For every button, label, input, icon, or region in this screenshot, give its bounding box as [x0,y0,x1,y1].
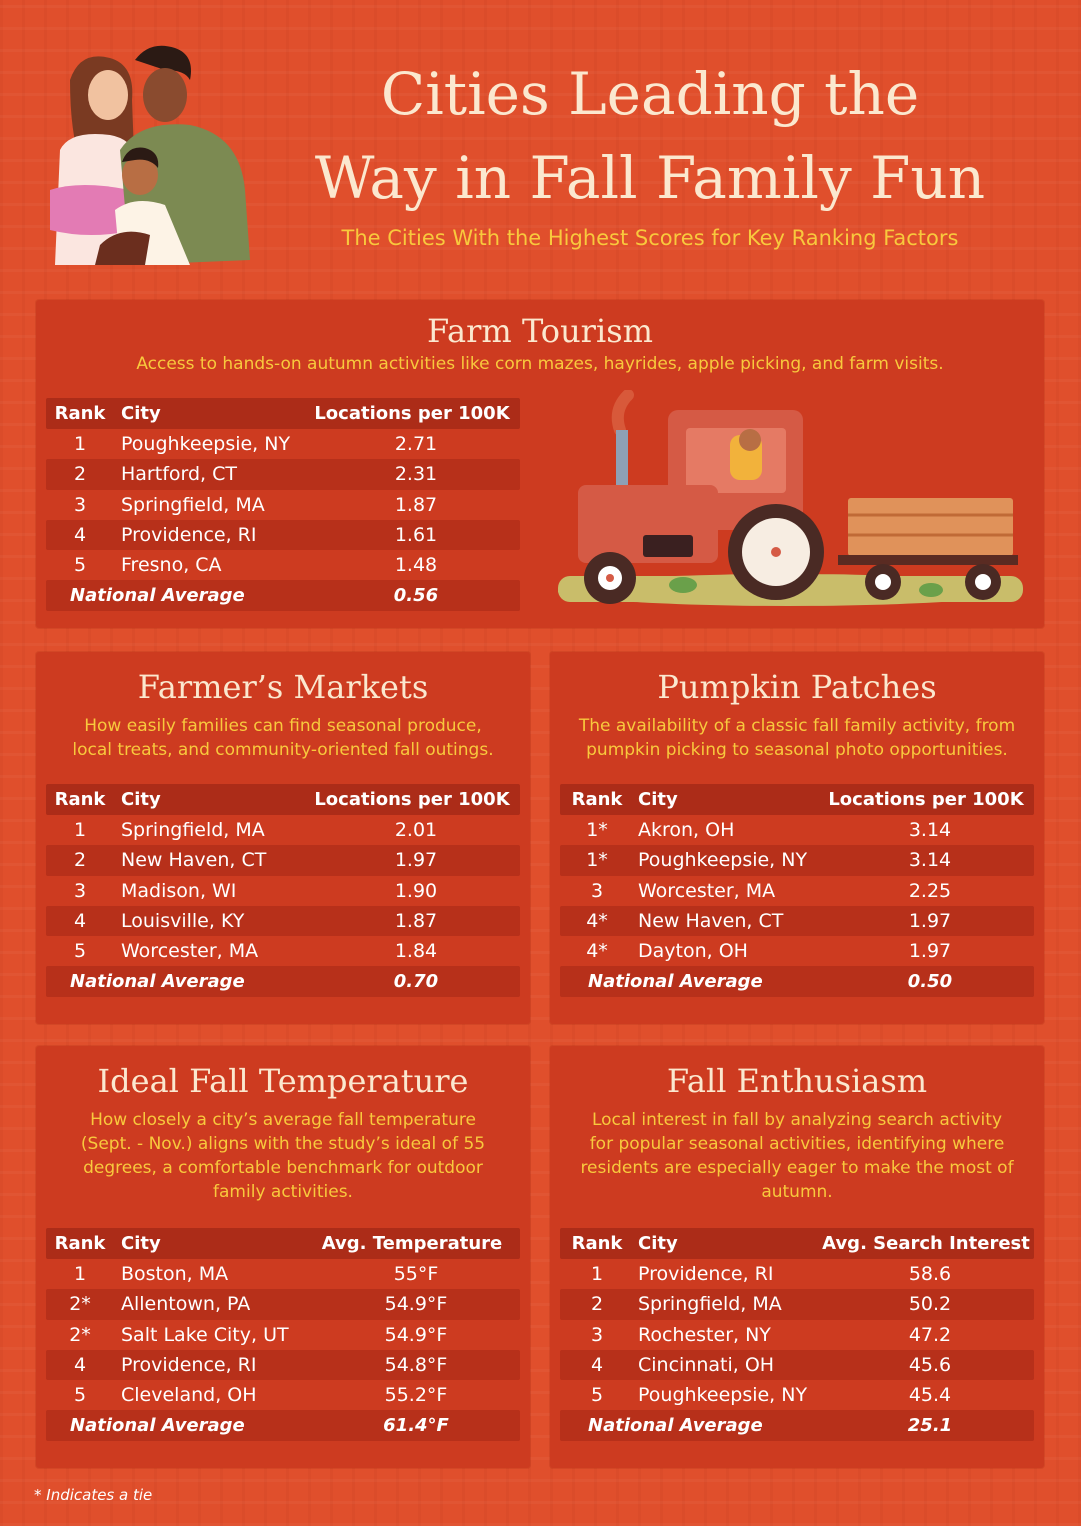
value: 3.14 [908,849,952,872]
rank: 2 [590,1293,604,1316]
tractor-illustration [558,390,1028,610]
footnote: * Indicates a tie [34,1486,153,1504]
table-row [560,1289,1034,1319]
rank: 5 [73,940,87,963]
col-city: City [121,789,161,810]
national-average-row [560,1410,1034,1440]
city: New Haven, CT [638,910,784,933]
rank: 3 [73,493,87,516]
city: Worcester, MA [121,940,259,963]
col-value: Avg. Search Interest [822,1233,1030,1254]
city: Poughkeepsie, NY [121,433,291,456]
table-row [560,1380,1034,1410]
card-description: How easily families can find seasonal produce, local treats, and community-oriented fall outings. [72,716,494,760]
rank: 4 [590,1354,604,1377]
value: 1.97 [908,940,952,963]
city: Poughkeepsie, NY [638,1384,808,1407]
average-label: National Average [70,585,245,607]
col-city: City [638,789,678,810]
city: Springfield, MA [638,1293,782,1316]
value: 47.2 [908,1323,952,1346]
value: 1.87 [394,493,438,516]
table-row [46,1350,520,1380]
rank: 1* [586,849,608,872]
card-description: The availability of a classic fall family activity, from pumpkin picking to seasonal photo opportunities. [578,716,1016,760]
value: 1.90 [394,879,438,902]
city: Allentown, PA [121,1293,251,1316]
table-header [46,398,520,429]
table-row [46,936,520,966]
value: 50.2 [908,1293,952,1316]
table-row [46,906,520,936]
table-header [560,784,1034,815]
table-row [560,1259,1034,1289]
table-row [46,550,520,580]
title-line-2: Way in Fall Family Fun [314,144,986,212]
city: Springfield, MA [121,493,265,516]
col-city: City [121,1233,161,1254]
table-row [46,815,520,845]
national-average-row [46,1410,520,1440]
rank: 4* [586,940,608,963]
average-value: 25.1 [907,1415,953,1437]
rank: 5 [73,554,87,577]
value: 45.6 [908,1354,952,1377]
ranking-table [46,784,520,997]
national-average-row [46,966,520,996]
card-title: Ideal Fall Temperature [97,1062,469,1100]
average-label: National Average [588,971,763,993]
table-header [560,1228,1034,1259]
city: Rochester, NY [638,1323,771,1346]
value: 1.48 [394,554,438,577]
city: Cleveland, OH [121,1384,257,1407]
city: Akron, OH [638,819,735,842]
col-value: Locations per 100K [314,789,510,810]
table-row [46,876,520,906]
value: 58.6 [908,1263,952,1286]
value: 2.25 [908,879,952,902]
city: Hartford, CT [121,463,237,486]
table-row [560,876,1034,906]
city: Louisville, KY [121,910,245,933]
rank: 3 [590,879,604,902]
value: 1.97 [908,910,952,933]
value: 2.71 [394,433,438,456]
city: New Haven, CT [121,849,267,872]
city: Providence, RI [121,524,257,547]
card-title: Fall Enthusiasm [666,1062,928,1100]
rank: 2 [73,849,87,872]
rank: 4 [73,524,87,547]
value: 45.4 [908,1384,952,1407]
average-value: 0.70 [393,971,439,993]
card-ideal-temperature [36,1046,530,1468]
table-row [560,906,1034,936]
table-row [46,1289,520,1319]
table-row [46,520,520,550]
header [0,0,1081,290]
rank: 1 [73,819,87,842]
table-header [46,1228,520,1259]
table-row [560,936,1034,966]
value: 1.87 [394,910,438,933]
col-rank: Rank [54,1233,106,1254]
card-description: Local interest in fall by analyzing search activity for popular seasonal activities, identifying where residents are especially eager to make the most of autumn. [580,1110,1014,1202]
card-description: How closely a city’s average fall temperature (Sept. - Nov.) aligns with the study’s ideal of 55 degrees, a comfortable benchmark for outdoor family activities. [80,1110,486,1202]
table-row [560,1320,1034,1350]
value: 54.8°F [384,1354,448,1377]
value: 54.9°F [384,1323,448,1346]
col-city: City [638,1233,678,1254]
value: 1.61 [394,524,438,547]
table-row [46,1320,520,1350]
col-rank: Rank [571,789,623,810]
rank: 1 [73,433,87,456]
city: Springfield, MA [121,819,265,842]
rank: 4* [586,910,608,933]
page-title [255,52,1045,220]
rank: 1 [590,1263,604,1286]
table-row [46,490,520,520]
value: 1.84 [394,940,438,963]
card-title: Pumpkin Patches [657,668,937,706]
value: 2.01 [394,819,438,842]
title-line-1: Cities Leading the [380,60,920,128]
ranking-table [560,1228,1034,1441]
rank: 5 [73,1384,87,1407]
rank: 5 [590,1384,604,1407]
average-value: 0.56 [393,585,439,607]
card-farmers-markets [36,652,530,1024]
value: 55°F [393,1263,439,1286]
card-title: Farm Tourism [427,312,653,350]
value: 1.97 [394,849,438,872]
table-header [46,784,520,815]
table-row [46,845,520,875]
family-illustration [40,40,255,270]
rank: 2* [69,1323,91,1346]
card-title: Farmer’s Markets [137,668,429,706]
national-average-row [560,966,1034,996]
card-description: Access to hands-on autumn activities like corn mazes, hayrides, apple picking, and farm visits. [136,354,944,374]
average-label: National Average [70,1415,245,1437]
ranking-table [46,398,520,611]
rank: 2 [73,463,87,486]
rank: 1* [586,819,608,842]
col-rank: Rank [571,1233,623,1254]
city: Boston, MA [121,1263,229,1286]
average-value: 61.4°F [383,1415,449,1437]
city: Providence, RI [638,1263,774,1286]
card-fall-enthusiasm [550,1046,1044,1468]
table-row [560,815,1034,845]
average-value: 0.50 [907,971,953,993]
rank: 3 [73,879,87,902]
value: 2.31 [394,463,438,486]
average-label: National Average [70,971,245,993]
value: 3.14 [908,819,952,842]
rank: 3 [590,1323,604,1346]
national-average-row [46,580,520,610]
city: Poughkeepsie, NY [638,849,808,872]
value: 54.9°F [384,1293,448,1316]
table-row [46,459,520,489]
col-value: Locations per 100K [828,789,1024,810]
rank: 2* [69,1293,91,1316]
ranking-table [46,1228,520,1441]
city: Fresno, CA [121,554,222,577]
table-row [560,845,1034,875]
table-row [46,1380,520,1410]
ranking-table [560,784,1034,997]
col-value: Avg. Temperature [321,1233,503,1254]
page-subtitle: The Cities With the Highest Scores for Key Ranking Factors [341,226,959,250]
card-pumpkin-patches [550,652,1044,1024]
col-rank: Rank [54,403,106,424]
city: Cincinnati, OH [638,1354,775,1377]
average-label: National Average [588,1415,763,1437]
city: Salt Lake City, UT [121,1323,289,1346]
rank: 4 [73,1354,87,1377]
table-row [46,429,520,459]
city: Madison, WI [121,879,237,902]
city: Dayton, OH [638,940,748,963]
col-value: Locations per 100K [314,403,510,424]
city: Worcester, MA [638,879,776,902]
value: 55.2°F [384,1384,448,1407]
table-row [560,1350,1034,1380]
rank: 1 [73,1263,87,1286]
col-rank: Rank [54,789,106,810]
col-city: City [121,403,161,424]
city: Providence, RI [121,1354,257,1377]
rank: 4 [73,910,87,933]
table-row [46,1259,520,1289]
